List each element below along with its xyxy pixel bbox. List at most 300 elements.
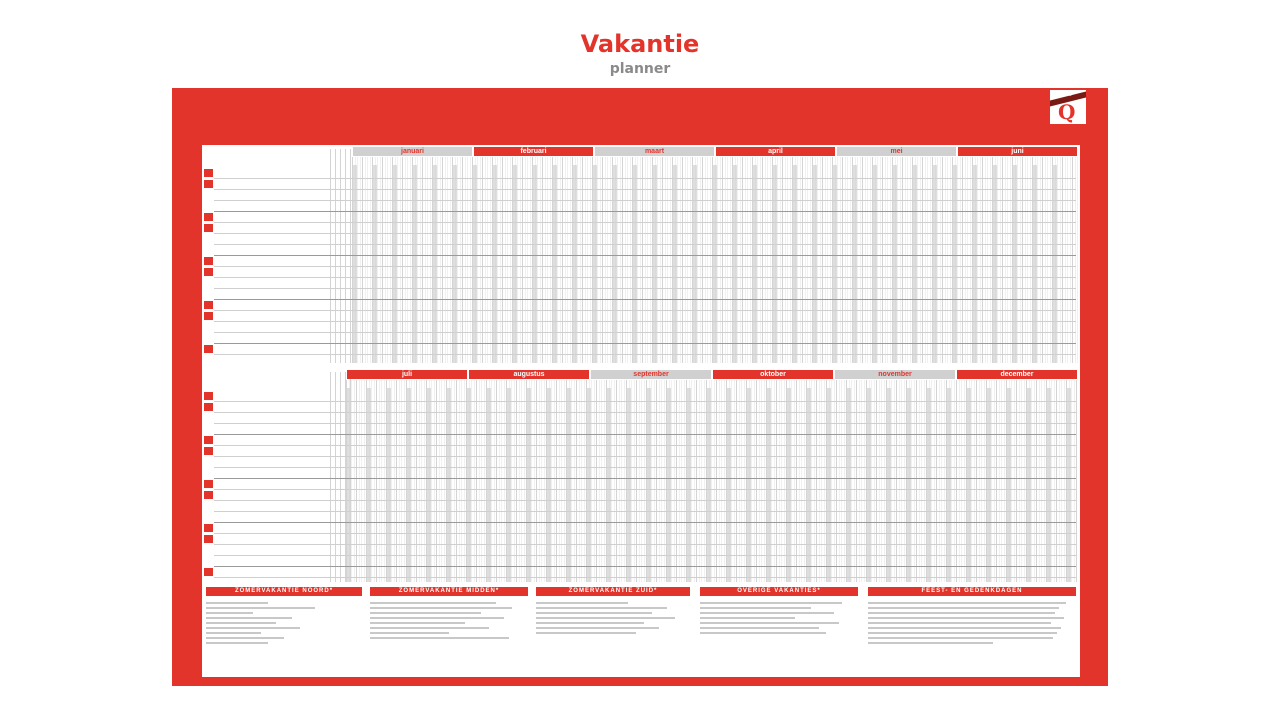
grid-column-line bbox=[836, 380, 837, 582]
grid-column-line bbox=[419, 380, 420, 582]
grid-column-line bbox=[749, 380, 750, 582]
grid-column-line bbox=[814, 380, 815, 582]
row-marker bbox=[204, 257, 213, 265]
grid-column-line bbox=[461, 380, 462, 582]
grid-column-line bbox=[629, 380, 630, 582]
grid-column-line bbox=[694, 380, 695, 582]
grid-column-line bbox=[564, 380, 565, 582]
section-header-south: ZOMERVAKANTIE ZUID* bbox=[536, 587, 690, 596]
grid-row-line bbox=[214, 412, 1076, 413]
grid-column-line bbox=[1004, 380, 1005, 582]
grid-column-line bbox=[759, 380, 760, 582]
grid-column-line bbox=[1001, 380, 1002, 582]
grid-column-line bbox=[909, 380, 910, 582]
grid-column-line bbox=[399, 380, 400, 582]
grid-column-line bbox=[1026, 380, 1027, 582]
grid-column-line bbox=[549, 380, 550, 582]
grid-column-line bbox=[981, 380, 982, 582]
grid-column-line bbox=[971, 380, 972, 582]
row-marker bbox=[204, 403, 213, 411]
grid-column-line bbox=[1071, 380, 1072, 582]
grid-column-line bbox=[459, 380, 460, 582]
month-header: oktober bbox=[713, 370, 833, 379]
grid-column-line bbox=[831, 380, 832, 582]
grid-column-line bbox=[484, 380, 485, 582]
grid-column-line bbox=[671, 380, 672, 582]
grid-column-line bbox=[1054, 380, 1055, 582]
grid-row-line bbox=[214, 332, 1076, 333]
grid-column-line bbox=[704, 380, 705, 582]
grid-column-line bbox=[454, 380, 455, 582]
grid-column-line bbox=[751, 380, 752, 582]
grid-row-line bbox=[214, 299, 1076, 300]
grid-column-line bbox=[619, 380, 620, 582]
grid-row-line bbox=[214, 456, 1076, 457]
section-header-holidays: FEEST- EN GEDENKDAGEN bbox=[868, 587, 1076, 596]
grid-column-line bbox=[854, 380, 855, 582]
grid-column-line bbox=[494, 380, 495, 582]
section-header-middle: ZOMERVAKANTIE MIDDEN* bbox=[370, 587, 528, 596]
grid-column-line bbox=[846, 380, 847, 582]
grid-column-line bbox=[859, 380, 860, 582]
grid-column-line bbox=[736, 380, 737, 582]
grid-column-line bbox=[476, 380, 477, 582]
grid-column-line bbox=[604, 380, 605, 582]
grid-column-line bbox=[479, 380, 480, 582]
grid-column-line bbox=[679, 380, 680, 582]
grid-column-line bbox=[881, 380, 882, 582]
grid-column-line bbox=[394, 380, 395, 582]
grid-column-line bbox=[556, 380, 557, 582]
grid-column-line bbox=[779, 380, 780, 582]
grid-column-line bbox=[811, 380, 812, 582]
grid-column-line bbox=[366, 380, 367, 582]
grid-column-line bbox=[389, 380, 390, 582]
grid-column-line bbox=[644, 380, 645, 582]
month-header: april bbox=[716, 147, 835, 156]
grid-column-line bbox=[449, 380, 450, 582]
grid-column-line bbox=[744, 380, 745, 582]
grid-column-line bbox=[646, 380, 647, 582]
grid-column-line bbox=[869, 380, 870, 582]
grid-column-line bbox=[386, 380, 387, 582]
grid-column-line bbox=[696, 380, 697, 582]
grid-column-line bbox=[879, 380, 880, 582]
grid-row-line bbox=[214, 310, 1076, 311]
grid-column-line bbox=[741, 380, 742, 582]
grid-column-line bbox=[466, 380, 467, 582]
grid-column-line bbox=[976, 380, 977, 582]
grid-column-line bbox=[584, 380, 585, 582]
grid-column-line bbox=[766, 380, 767, 582]
grid-column-line bbox=[599, 380, 600, 582]
grid-column-line bbox=[409, 380, 410, 582]
row-marker bbox=[204, 502, 213, 510]
grid-column-line bbox=[346, 380, 347, 582]
row-marker bbox=[204, 414, 213, 422]
grid-column-line bbox=[579, 380, 580, 582]
grid-column-line bbox=[1041, 380, 1042, 582]
grid-column-line bbox=[371, 380, 372, 582]
grid-column-line bbox=[559, 380, 560, 582]
grid-column-line bbox=[444, 380, 445, 582]
grid-column-line bbox=[1076, 380, 1077, 582]
grid-column-line bbox=[1061, 380, 1062, 582]
grid-row-line bbox=[214, 478, 1076, 479]
row-marker bbox=[204, 180, 213, 188]
grid-column-line bbox=[691, 380, 692, 582]
grid-column-line bbox=[526, 380, 527, 582]
label-column-line bbox=[335, 149, 336, 363]
grid-column-line bbox=[369, 380, 370, 582]
grid-column-line bbox=[1036, 380, 1037, 582]
grid-column-line bbox=[726, 380, 727, 582]
grid-column-line bbox=[954, 380, 955, 582]
grid-column-line bbox=[656, 380, 657, 582]
grid-column-line bbox=[569, 380, 570, 582]
grid-column-line bbox=[684, 380, 685, 582]
row-marker bbox=[204, 224, 213, 232]
grid-column-line bbox=[381, 380, 382, 582]
grid-column-line bbox=[929, 380, 930, 582]
grid-column-line bbox=[626, 380, 627, 582]
grid-column-line bbox=[889, 380, 890, 582]
row-marker bbox=[204, 436, 213, 444]
grid-column-line bbox=[616, 380, 617, 582]
grid-column-line bbox=[746, 380, 747, 582]
label-column-line bbox=[350, 372, 351, 582]
row-marker bbox=[204, 469, 213, 477]
grid-row-line bbox=[214, 489, 1076, 490]
grid-row-line bbox=[214, 544, 1076, 545]
grid-column-line bbox=[731, 380, 732, 582]
grid-column-line bbox=[491, 380, 492, 582]
row-marker bbox=[204, 513, 213, 521]
grid-column-line bbox=[481, 380, 482, 582]
row-marker bbox=[204, 301, 213, 309]
grid-column-line bbox=[826, 380, 827, 582]
grid-column-line bbox=[701, 380, 702, 582]
grid-column-line bbox=[639, 380, 640, 582]
grid-column-line bbox=[956, 380, 957, 582]
grid-column-line bbox=[651, 380, 652, 582]
brand-logo-letter: Q bbox=[1058, 100, 1076, 124]
grid-column-line bbox=[431, 380, 432, 582]
grid-column-line bbox=[729, 380, 730, 582]
row-marker bbox=[204, 425, 213, 433]
grid-column-line bbox=[894, 380, 895, 582]
grid-column-line bbox=[999, 380, 1000, 582]
row-marker bbox=[204, 191, 213, 199]
planner-board bbox=[172, 88, 1108, 686]
grid-column-line bbox=[931, 380, 932, 582]
grid-column-line bbox=[434, 380, 435, 582]
grid-column-line bbox=[914, 380, 915, 582]
grid-column-line bbox=[1034, 380, 1035, 582]
grid-column-line bbox=[964, 380, 965, 582]
row-marker bbox=[204, 268, 213, 276]
grid-column-line bbox=[864, 380, 865, 582]
grid-column-line bbox=[834, 380, 835, 582]
grid-column-line bbox=[571, 380, 572, 582]
grid-column-line bbox=[991, 380, 992, 582]
grid-column-line bbox=[601, 380, 602, 582]
grid-column-line bbox=[509, 380, 510, 582]
grid-column-line bbox=[654, 380, 655, 582]
planner-second-half bbox=[202, 368, 1080, 584]
grid-column-line bbox=[939, 380, 940, 582]
grid-column-line bbox=[586, 380, 587, 582]
grid-column-line bbox=[874, 380, 875, 582]
grid-column-line bbox=[989, 380, 990, 582]
grid-row-line bbox=[214, 401, 1076, 402]
section-header-other: OVERIGE VAKANTIES* bbox=[700, 587, 858, 596]
grid-column-line bbox=[711, 380, 712, 582]
label-column-line bbox=[345, 372, 346, 582]
grid-column-line bbox=[404, 380, 405, 582]
planner-first-half bbox=[202, 145, 1080, 365]
grid-column-line bbox=[496, 380, 497, 582]
grid-row-line bbox=[214, 445, 1076, 446]
row-marker bbox=[204, 290, 213, 298]
grid-column-line bbox=[876, 380, 877, 582]
grid-column-line bbox=[1069, 380, 1070, 582]
grid-column-line bbox=[566, 380, 567, 582]
grid-column-line bbox=[664, 380, 665, 582]
section-body-other bbox=[700, 599, 858, 671]
row-marker bbox=[204, 546, 213, 554]
grid-column-line bbox=[1051, 380, 1052, 582]
grid-column-line bbox=[946, 380, 947, 582]
grid-column-line bbox=[356, 380, 357, 582]
row-marker bbox=[204, 447, 213, 455]
grid-column-line bbox=[659, 380, 660, 582]
grid-column-line bbox=[979, 380, 980, 582]
grid-row-line bbox=[214, 211, 1076, 212]
grid-row-line bbox=[214, 189, 1076, 190]
grid-row-line bbox=[214, 533, 1076, 534]
row-marker bbox=[204, 491, 213, 499]
grid-column-line bbox=[561, 380, 562, 582]
grid-column-line bbox=[429, 380, 430, 582]
month-header: augustus bbox=[469, 370, 589, 379]
grid-column-line bbox=[776, 380, 777, 582]
grid-column-line bbox=[471, 380, 472, 582]
grid-column-line bbox=[839, 380, 840, 582]
grid-column-line bbox=[809, 380, 810, 582]
row-marker bbox=[204, 568, 213, 576]
section-body-middle bbox=[370, 599, 528, 671]
brand-logo-text: quantore bbox=[1052, 92, 1072, 98]
label-column-line bbox=[345, 149, 346, 363]
label-column-line bbox=[335, 372, 336, 582]
label-column-line bbox=[350, 149, 351, 363]
grid-row-line bbox=[214, 178, 1076, 179]
grid-column-line bbox=[361, 380, 362, 582]
grid-column-line bbox=[1019, 380, 1020, 582]
grid-column-line bbox=[576, 380, 577, 582]
grid-column-line bbox=[719, 380, 720, 582]
month-header: juni bbox=[958, 147, 1077, 156]
grid-column-line bbox=[666, 380, 667, 582]
grid-column-line bbox=[681, 380, 682, 582]
label-column-line bbox=[330, 149, 331, 363]
month-header: september bbox=[591, 370, 711, 379]
grid-column-line bbox=[1024, 380, 1025, 582]
grid-column-line bbox=[574, 380, 575, 582]
grid-column-line bbox=[861, 380, 862, 582]
grid-column-line bbox=[924, 380, 925, 582]
grid-row-line bbox=[214, 467, 1076, 468]
grid-column-line bbox=[364, 380, 365, 582]
row-marker bbox=[204, 334, 213, 342]
grid-column-line bbox=[631, 380, 632, 582]
grid-column-line bbox=[891, 380, 892, 582]
grid-column-line bbox=[926, 380, 927, 582]
grid-column-line bbox=[764, 380, 765, 582]
grid-row-line bbox=[214, 434, 1076, 435]
grid-column-line bbox=[489, 380, 490, 582]
row-marker bbox=[204, 458, 213, 466]
row-marker bbox=[204, 345, 213, 353]
grid-column-line bbox=[1014, 380, 1015, 582]
grid-column-line bbox=[379, 380, 380, 582]
grid-column-line bbox=[516, 380, 517, 582]
grid-column-line bbox=[739, 380, 740, 582]
grid-column-line bbox=[374, 380, 375, 582]
month-header: mei bbox=[837, 147, 956, 156]
grid-column-line bbox=[594, 380, 595, 582]
grid-column-line bbox=[474, 380, 475, 582]
grid-column-line bbox=[401, 380, 402, 582]
grid-column-line bbox=[936, 380, 937, 582]
grid-column-line bbox=[554, 380, 555, 582]
brand-logo bbox=[1050, 90, 1086, 124]
grid-column-line bbox=[1049, 380, 1050, 582]
grid-column-line bbox=[469, 380, 470, 582]
grid-column-line bbox=[1039, 380, 1040, 582]
grid-column-line bbox=[799, 380, 800, 582]
grid-column-line bbox=[771, 380, 772, 582]
grid-column-line bbox=[1006, 380, 1007, 582]
grid-column-line bbox=[451, 380, 452, 582]
grid-column-line bbox=[1064, 380, 1065, 582]
grid-column-line bbox=[884, 380, 885, 582]
grid-column-line bbox=[1046, 380, 1047, 582]
grid-row-line bbox=[214, 555, 1076, 556]
grid-column-line bbox=[636, 380, 637, 582]
grid-column-line bbox=[709, 380, 710, 582]
section-body-holidays bbox=[868, 599, 1076, 671]
row-marker bbox=[204, 279, 213, 287]
grid-column-line bbox=[901, 380, 902, 582]
grid-column-line bbox=[436, 380, 437, 582]
grid-column-line bbox=[521, 380, 522, 582]
grid-column-line bbox=[829, 380, 830, 582]
row-marker bbox=[204, 392, 213, 400]
grid-column-line bbox=[536, 380, 537, 582]
grid-column-line bbox=[529, 380, 530, 582]
grid-column-line bbox=[1016, 380, 1017, 582]
grid-column-line bbox=[591, 380, 592, 582]
grid-column-line bbox=[816, 380, 817, 582]
grid-column-line bbox=[539, 380, 540, 582]
grid-column-line bbox=[649, 380, 650, 582]
grid-column-line bbox=[849, 380, 850, 582]
grid-column-line bbox=[524, 380, 525, 582]
row-marker bbox=[204, 323, 213, 331]
grid-column-line bbox=[796, 380, 797, 582]
grid-row-line bbox=[214, 277, 1076, 278]
grid-column-line bbox=[541, 380, 542, 582]
grid-column-line bbox=[941, 380, 942, 582]
grid-column-line bbox=[1009, 380, 1010, 582]
grid-column-line bbox=[581, 380, 582, 582]
grid-column-line bbox=[1074, 380, 1075, 582]
grid-column-line bbox=[944, 380, 945, 582]
grid-row-line bbox=[214, 288, 1076, 289]
grid-column-line bbox=[531, 380, 532, 582]
label-column-line bbox=[340, 372, 341, 582]
grid-row-line bbox=[214, 511, 1076, 512]
row-marker bbox=[204, 535, 213, 543]
grid-column-line bbox=[801, 380, 802, 582]
grid-column-line bbox=[794, 380, 795, 582]
grid-column-line bbox=[721, 380, 722, 582]
grid-column-line bbox=[986, 380, 987, 582]
grid-row-line bbox=[214, 423, 1076, 424]
grid-column-line bbox=[974, 380, 975, 582]
grid-column-line bbox=[949, 380, 950, 582]
row-marker bbox=[204, 557, 213, 565]
grid-column-line bbox=[706, 380, 707, 582]
grid-column-line bbox=[441, 380, 442, 582]
grid-column-line bbox=[714, 380, 715, 582]
grid-column-line bbox=[789, 380, 790, 582]
grid-column-line bbox=[359, 380, 360, 582]
page-subtitle: planner bbox=[609, 61, 671, 77]
grid-column-line bbox=[1011, 380, 1012, 582]
grid-column-line bbox=[396, 380, 397, 582]
grid-column-line bbox=[506, 380, 507, 582]
section-header-north: ZOMERVAKANTIE NOORD* bbox=[206, 587, 362, 596]
grid-column-line bbox=[961, 380, 962, 582]
grid-column-line bbox=[501, 380, 502, 582]
grid-row-line bbox=[214, 255, 1076, 256]
grid-column-line bbox=[596, 380, 597, 582]
grid-column-line bbox=[376, 380, 377, 582]
section-body-south bbox=[536, 599, 690, 671]
grid-column-line bbox=[351, 380, 352, 582]
grid-column-line bbox=[821, 380, 822, 582]
grid-column-line bbox=[871, 380, 872, 582]
grid-column-line bbox=[609, 380, 610, 582]
grid-row-line bbox=[214, 222, 1076, 223]
grid-column-line bbox=[774, 380, 775, 582]
grid-column-line bbox=[899, 380, 900, 582]
grid-column-line bbox=[1044, 380, 1045, 582]
grid-column-line bbox=[411, 380, 412, 582]
grid-row-line bbox=[214, 244, 1076, 245]
grid-column-line bbox=[786, 380, 787, 582]
grid-column-line bbox=[734, 380, 735, 582]
grid-column-line bbox=[716, 380, 717, 582]
grid-row-line bbox=[214, 500, 1076, 501]
grid-column-line bbox=[984, 380, 985, 582]
grid-column-line bbox=[844, 380, 845, 582]
grid-column-line bbox=[546, 380, 547, 582]
month-header: juli bbox=[347, 370, 467, 379]
